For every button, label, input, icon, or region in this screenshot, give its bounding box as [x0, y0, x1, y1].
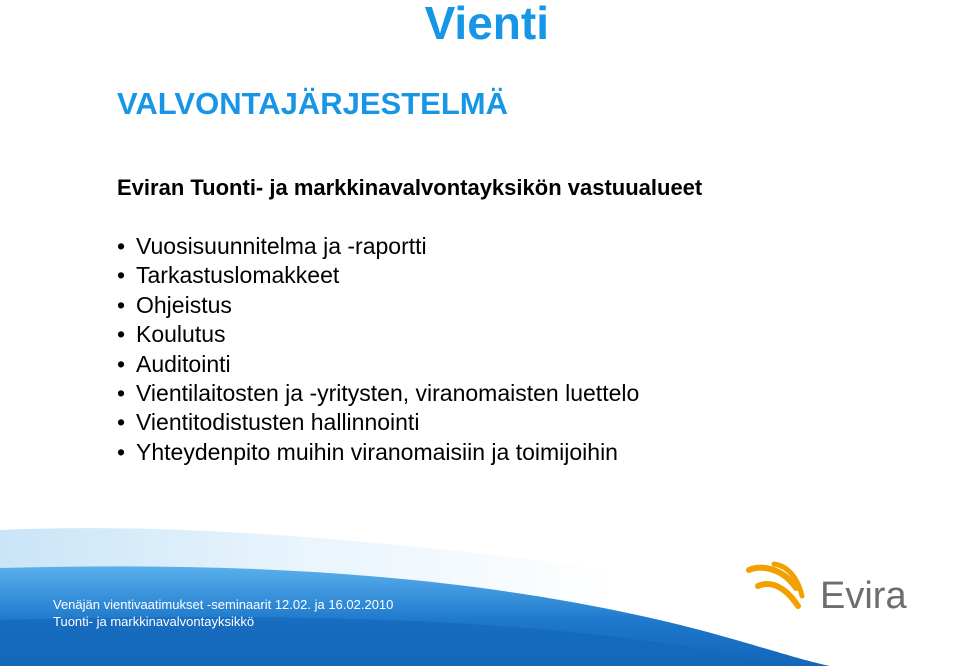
bullet-icon: •: [117, 262, 126, 289]
list-item: • Vuosisuunnitelma ja -raportti: [117, 232, 639, 261]
bullet-list: [117, 232, 639, 467]
slide-title: Vienti: [424, 0, 549, 49]
footer-unit-text: Tuonti- ja markkinavalvontayksikkö: [53, 614, 255, 629]
wheat-emblem-icon: [749, 564, 802, 606]
bullet-icon: •: [117, 233, 126, 259]
list-item: • Yhteydenpito muihin viranomaisiin ja toimijoihin: [117, 438, 639, 467]
list-item: • Koulutus: [117, 320, 639, 349]
footer-event-text: Venäjän vientivaatimukset -seminaarit 12.02. ja 16.02.2010: [53, 597, 394, 612]
slide-subtitle: VALVONTAJÄRJESTELMÄ: [117, 86, 508, 121]
bullet-icon: •: [117, 380, 126, 407]
section-heading: Eviran Tuonti- ja markkinavalvontayksikön vastuualueet: [117, 175, 703, 200]
list-item: • Vientilaitosten ja -yritysten, viranomaisten luettelo: [117, 379, 639, 408]
logo-wordmark: Evira: [820, 575, 907, 617]
list-item: • Tarkastuslomakkeet: [117, 261, 639, 290]
list-item: • Vientitodistusten hallinnointi: [117, 408, 639, 437]
list-item: • Auditointi: [117, 350, 639, 379]
bullet-icon: •: [117, 321, 126, 348]
bullet-icon: •: [117, 409, 126, 436]
bullet-icon: •: [117, 350, 126, 377]
list-item: • Ohjeistus: [117, 291, 639, 320]
bullet-icon: •: [117, 438, 126, 465]
evira-logo: [744, 558, 914, 618]
bullet-icon: •: [117, 291, 126, 318]
